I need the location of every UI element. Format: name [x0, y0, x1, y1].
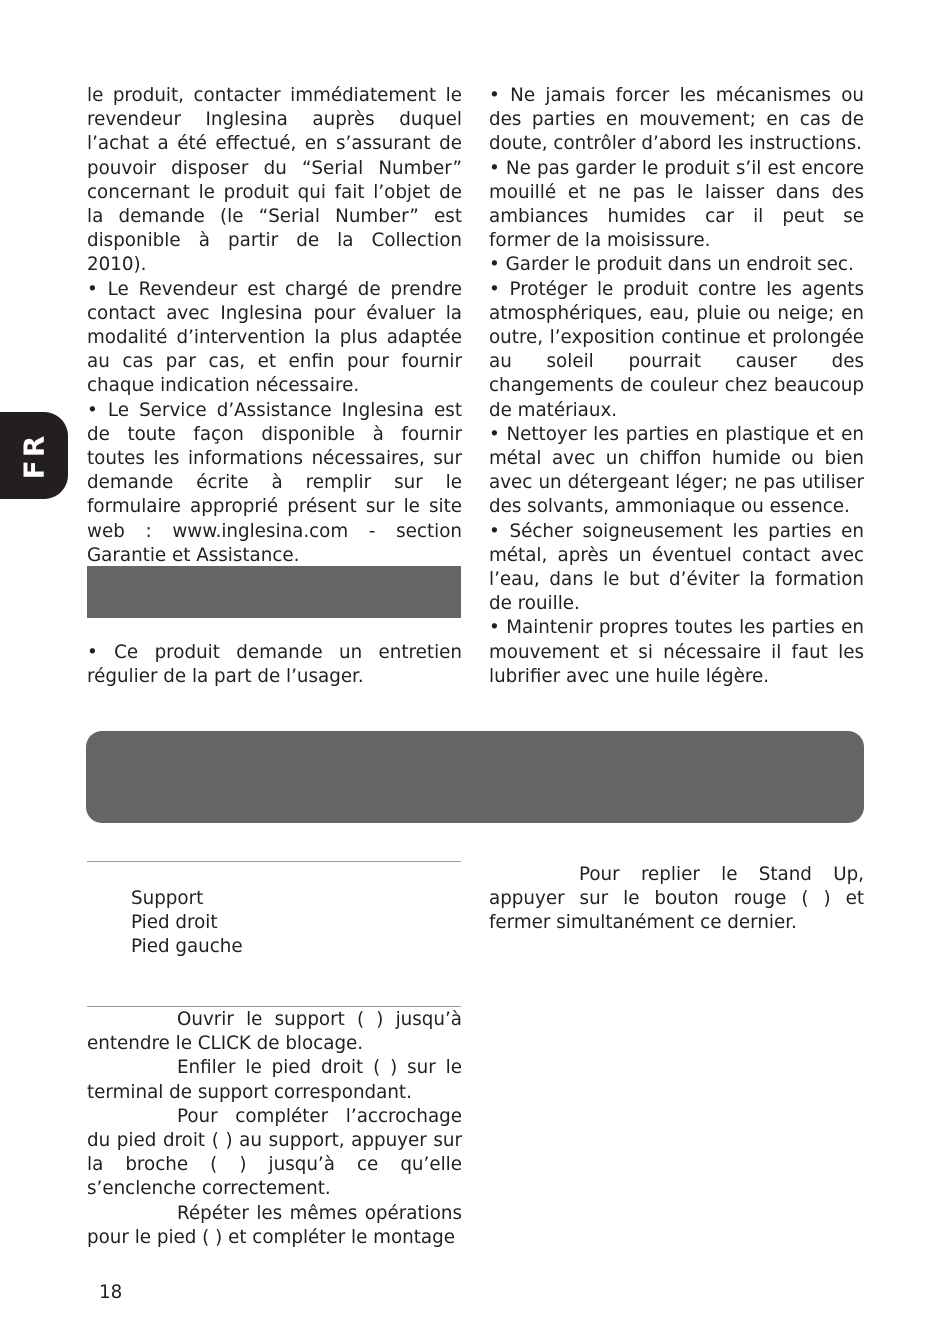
parts-list-item: Pied gauche: [131, 936, 243, 958]
paragraph: • Ce produit demande un entretien régulier de la part de l’usager.: [87, 642, 462, 688]
parts-list-item: Pied droit: [131, 912, 218, 934]
fold-step: Pour replier le Stand Up, appuyer sur le bouton rouge ( ) et fermer simultanément ce dernier.: [489, 864, 864, 934]
assembly-steps: [87, 1008, 462, 1250]
right-column-top: [489, 84, 864, 689]
paragraph: • Le Revendeur est chargé de prendre contact avec Inglesina pour évaluer la modalité d’intervention la plus adaptée au cas par cas, et enfin pour fournir chaque indication nécessaire.: [87, 278, 462, 397]
section-heading-band: [87, 566, 461, 618]
page-number: 18: [99, 1282, 123, 1303]
parts-list-item: Support: [131, 888, 204, 909]
bullet-item: • Nettoyer les parties en plastique et en métal avec un chiffon humide ou bien avec un détergeant léger; ne pas utiliser des solvants, ammoniaque ou essence.: [489, 423, 864, 518]
parts-list: [87, 887, 462, 960]
bullet-item: • Sécher soigneusement les parties en métal, après un éventuel contact avec l’eau, dans le but d’éviter la formation de rouille.: [489, 520, 864, 615]
assembly-step: Enfiler le pied droit ( ) sur le terminal de support correspondant.: [87, 1057, 462, 1103]
bullet-item: • Garder le produit dans un endroit sec.: [489, 254, 854, 276]
assembly-step: Ouvrir le support ( ) jusqu’à entendre le CLICK de blocage.: [87, 1009, 462, 1055]
divider-rule: [87, 861, 461, 862]
folding-instructions: [489, 863, 864, 936]
assembly-step: Pour compléter l’accrochage du pied droit ( ) au support, appuyer sur la broche ( ) jusqu’à ce qu’elle s’enclenche correctement.: [87, 1105, 462, 1200]
assembly-step: Répéter les mêmes opérations pour le pied ( ) et compléter le montage: [87, 1202, 462, 1248]
language-tab: [0, 412, 68, 499]
paragraph: • Le Service d’Assistance Inglesina est de toute façon disponible à fournir toutes les informations nécessaires, sur demande écrite à remplir sur le formulaire approprié présent sur le site web : www.inglesina.com - section Garantie et Assistance.: [87, 399, 462, 566]
paragraph: le produit, contacter immédiatement le revendeur Inglesina auprès duquel l’achat a été effectué, en s’assurant de pouvoir disposer du “Serial Number” concernant le produit qui fait l’objet de la demande (le “Serial Number” est disponible à partir de la Collection 2010).: [87, 85, 462, 276]
bullet-item: • Ne pas garder le produit s’il est encore mouillé et ne pas le laisser dans des ambiances humides car il peut se former de la moisissure.: [489, 157, 864, 252]
divider-rule: [87, 1006, 461, 1007]
bullet-item: • Protéger le produit contre les agents atmosphériques, eau, pluie ou neige; en outre, l’exposition continue et prolongée au soleil pourrait causer des changements de couleur chez beaucoup de matériaux.: [489, 278, 864, 421]
left-column-top: [87, 84, 462, 568]
chapter-heading-band: [86, 731, 864, 823]
language-tab-label: FR: [17, 432, 51, 480]
bullet-item: • Maintenir propres toutes les parties en mouvement et si nécessaire il faut les lubrifier avec une huile légère.: [489, 617, 864, 687]
bullet-item: • Ne jamais forcer les mécanismes ou des parties en mouvement; en cas de doute, contrôler d’abord les instructions.: [489, 85, 864, 155]
maintenance-intro: [87, 641, 462, 689]
